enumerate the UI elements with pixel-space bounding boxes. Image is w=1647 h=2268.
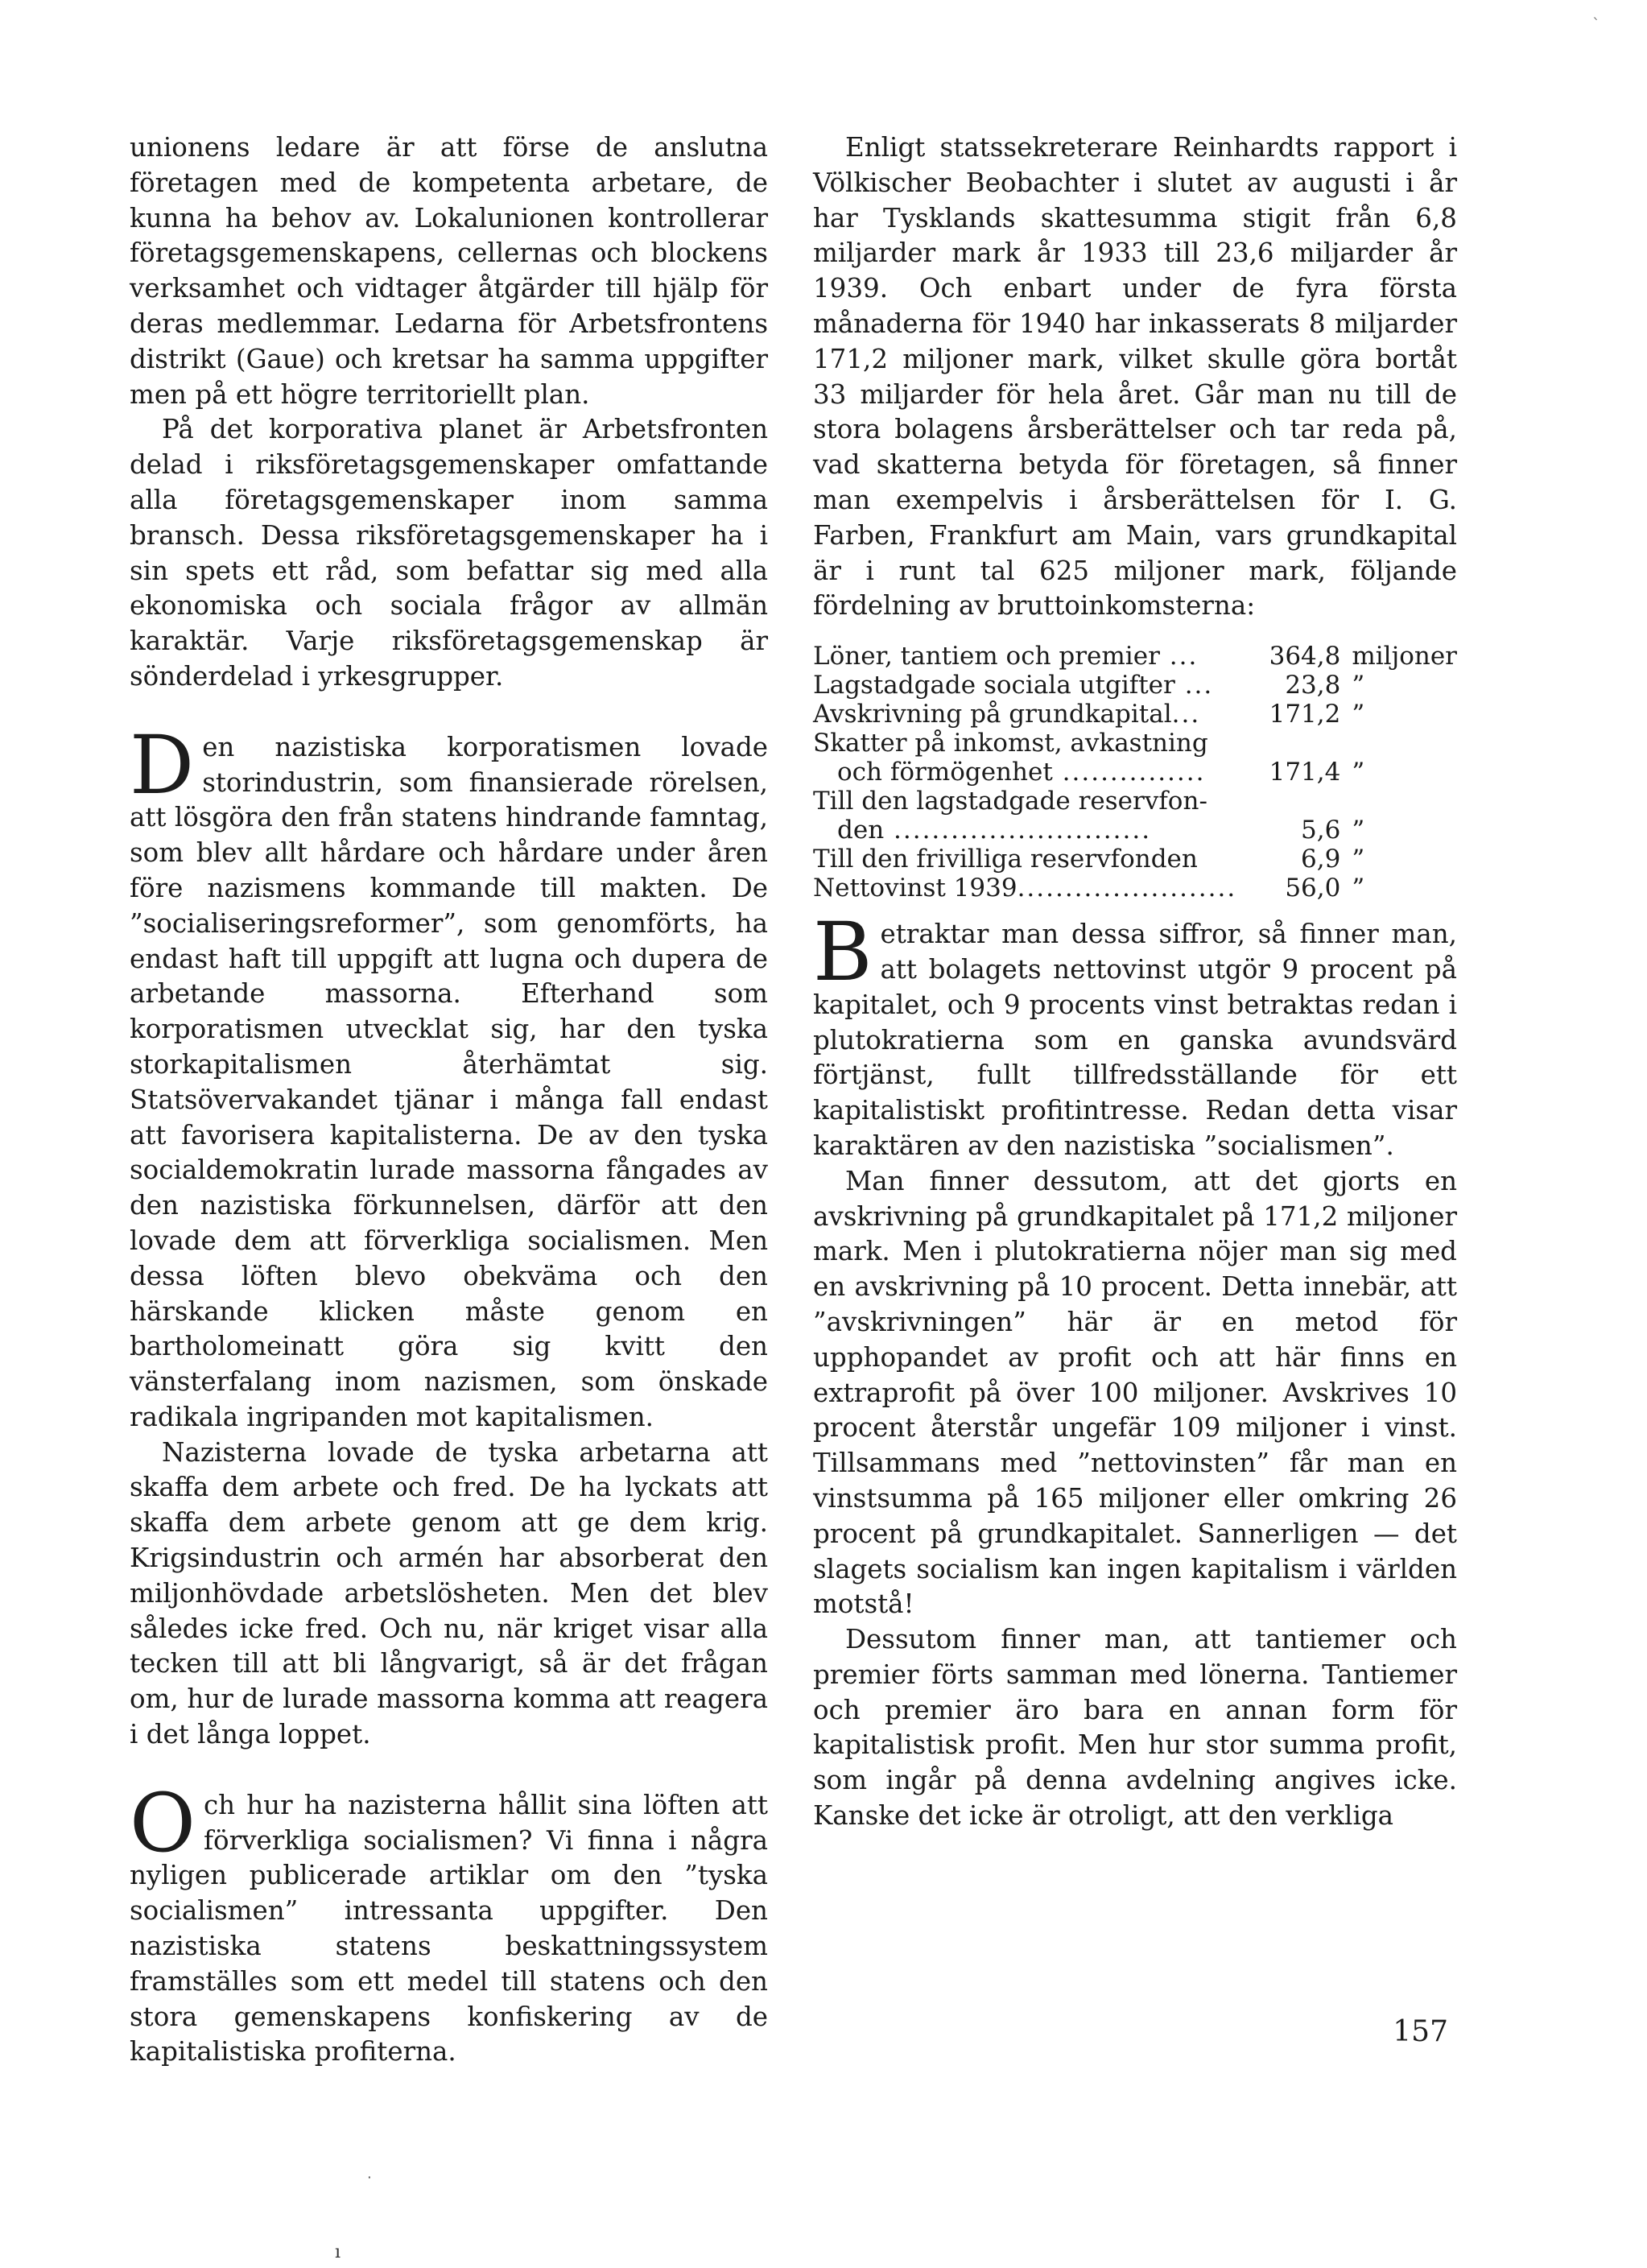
leader-dots: ... <box>1174 671 1214 700</box>
row-label: Nettovinst 1939 <box>813 874 1018 903</box>
row-label: Lagstadgade sociala utgifter <box>813 671 1175 700</box>
paragraph: Dessutom finner man, att tantiemer och premier förts samman med lönerna. Tantiemer och premier äro bara en annan form för kapitalistisk profit. Men hur stor summa profit, som ingår på denna avdelning angives icke. Kanske det icke är otroligt, att den verkliga <box>813 1624 1457 1832</box>
row-label: Avskrivning på grundkapital <box>813 700 1172 729</box>
table-row <box>813 874 1457 903</box>
row-value: 5,6 <box>1301 816 1341 845</box>
row-label: Skatter på inkomst, avkastning <box>813 729 1208 758</box>
page-number: 157 <box>1393 2015 1448 2048</box>
right-column <box>813 130 1457 1834</box>
row-unit: ” <box>1352 845 1365 874</box>
paragraph-dropcap <box>130 1775 768 2070</box>
drop-cap: B <box>813 905 873 1000</box>
table-row <box>813 845 1457 874</box>
row-value: 23,8 <box>1285 671 1341 700</box>
row-unit: ” <box>1352 700 1365 729</box>
row-unit: ” <box>1352 671 1365 700</box>
paragraph: Man finner dessutom, att det gjorts en avskrivning på grundkapitalet på 171,2 miljoner mark. Men i plutokratierna nöjer man sig med en avskrivning på 10 procent. Detta innebär, att ”avskrivningen” här är en metod för upphopandet av profit och att här finns en extraprofit på över 100 miljoner. Avskrives 10 procent återstår ungefär 109 miljoner i vinst. Tillsammans med ”nettovinsten” får man en vinstsumma på 165 miljoner eller omkring 26 procent på grundkapitalet. Sannerligen — det slagets socialism kan ingen kapitalism i världen motstå! <box>813 1165 1457 1620</box>
income-distribution-table <box>813 642 1457 903</box>
paragraph: På det korporativa planet är Arbetsfronten delad i riksföretagsgemenskaper omfattande alla företagsgemenskaper inom samma bransch. Dessa riksföretagsgemenskaper ha i sin spets ett råd, som befattar sig med alla ekonomiska och sociala frågor av allmän karaktär. Varje riksföretagsgemenskap är sönderdelad i yrkesgrupper. <box>130 414 768 692</box>
row-unit <box>1352 787 1457 816</box>
paragraph-dropcap <box>130 717 768 1436</box>
scan-mark-top: ˋ <box>1592 14 1600 34</box>
paragraph: Nazisterna lovade de tyska arbetarna att skaffa dem arbete och fred. De ha lyckats att skaffa dem arbete genom att ge dem krig. Krigsindustrin och armén har absorberat den miljonhövdade arbetslösheten. Men det blev således icke fred. Och nu, när kriget visar alla tecken till att bli långvarigt, så är det frågan om, hur de lurade massorna komma att reagera i det långa loppet. <box>130 1436 768 1750</box>
row-label: Löner, tantiem och premier <box>813 642 1160 671</box>
scan-mark-bottom: ı <box>335 2242 341 2262</box>
row-value: 171,2 <box>1269 700 1341 729</box>
leader-dots: ....................... <box>1017 874 1237 903</box>
row-value: 6,9 <box>1301 845 1341 874</box>
table-row <box>813 816 1457 845</box>
leader-dots: ... <box>1159 642 1199 671</box>
leader-dots: ............... <box>1052 758 1206 787</box>
table-row <box>813 729 1457 758</box>
paragraph: Enligt statssekreterare Reinhardts rapport i Völkischer Beobachter i slutet av augusti i år har Tysklands skattesumma stigit från 6,8 miljarder mark år 1933 till 23,6 miljarder år 1939. Och enbart under de fyra första månaderna för 1940 har inkasserats 8 miljarder 171,2 miljoner mark, vilket skulle göra bortåt 33 miljarder för hela året. Går man nu till de stora bolagens årsberättelser och tar reda på, vad skatterna betyda för företagen, så finner man exempelvis i årsberättelsen för I. G. Farben, Frankfurt am Main, vars grundkapital är i runt tal 625 miljoner mark, följande fördelning av bruttoinkomsterna: <box>813 132 1457 622</box>
row-value <box>1268 787 1352 816</box>
row-label: och förmögenhet <box>837 758 1053 787</box>
row-unit: ” <box>1352 874 1365 903</box>
paragraph-text: etraktar man dessa siffror, så finner man, att bolagets nettovinst utgör 9 procent på kapitalet, och 9 procents vinst betraktas redan i plutokratierna som en ganska avundsvärd förtjänst, fullt tillfredsställande för ett kapitalistiskt profitintresse. Redan detta visar karaktären av den nazistiska ”socialismen”. <box>813 919 1457 1161</box>
row-unit: ” <box>1352 816 1365 845</box>
scan-mark-bottom: ‧ <box>367 2170 372 2187</box>
row-label: Till den frivilliga reservfonden <box>813 845 1198 874</box>
paragraph-text: en nazistiska korporatismen lovade storindustrin, som finansierade rörelsen, att lösgöra den från statens hindrande famntag, som blev allt hårdare och hårdare under åren före nazismens kommande till makten. De ”socialiseringsreformer”, som genomförts, ha endast haft till uppgift att lugna och dupera de arbetande massorna. Efterhand som korporatismen utvecklat sig, har den tyska storkapitalismen återhämtat sig. Statsövervakandet tjänar i många fall endast att favorisera kapitalisterna. De av den tyska socialdemokratin lurade massorna fångades av den nazistiska förkunnelsen, därför att den lovade dem att förverkliga socialismen. Men dessa löften blevo obekväma och den härskande klicken måste genom en bartholomeinatt göra sig kvitt den vänsterfalang inom nazismen, som önskade radikala ingripanden mot kapitalismen. <box>130 731 768 1432</box>
row-unit <box>1352 729 1457 758</box>
leader-dots: ... <box>1171 700 1201 729</box>
row-label: Till den lagstadgade reservfon- <box>813 787 1207 816</box>
table-row <box>813 671 1457 700</box>
left-column <box>130 130 768 2070</box>
row-value: 171,4 <box>1269 758 1341 787</box>
row-value <box>1268 729 1352 758</box>
table-row <box>813 642 1457 671</box>
paragraph: unionens ledare är att förse de anslutna företagen med de kompetenta arbetare, de kunna ha behov av. Lokalunionen kontrollerar företagsgemenskapens, cellernas och blockens verksamhet och vidtager åtgärder till hjälp för deras medlemmar. Ledarna för Arbetsfrontens distrikt (Gaue) och kretsar ha samma uppgifter men på ett högre territoriellt plan. <box>130 132 768 410</box>
table-row <box>813 758 1457 787</box>
drop-cap: D <box>130 717 195 812</box>
row-value: 364,8 <box>1269 642 1341 671</box>
table-row <box>813 700 1457 729</box>
paragraph-text: ch hur ha nazisterna hållit sina löften att förverkliga socialismen? Vi finna i några nyligen publicerade artiklar om den ”tyska socialismen” intressanta uppgifter. Den nazistiska statens beskattningssystem framställes som ett medel till statens och den stora gemenskapens konfiskering av de kapitalistiska profiterna. <box>130 1789 768 2068</box>
row-unit: ” <box>1352 758 1365 787</box>
paragraph-dropcap <box>813 905 1457 1164</box>
row-label: den <box>837 816 885 845</box>
table-row <box>813 787 1457 816</box>
row-unit: miljoner <box>1352 642 1457 671</box>
drop-cap: O <box>130 1775 196 1870</box>
row-value: 56,0 <box>1285 874 1341 903</box>
leader-dots: ........................... <box>884 816 1152 845</box>
